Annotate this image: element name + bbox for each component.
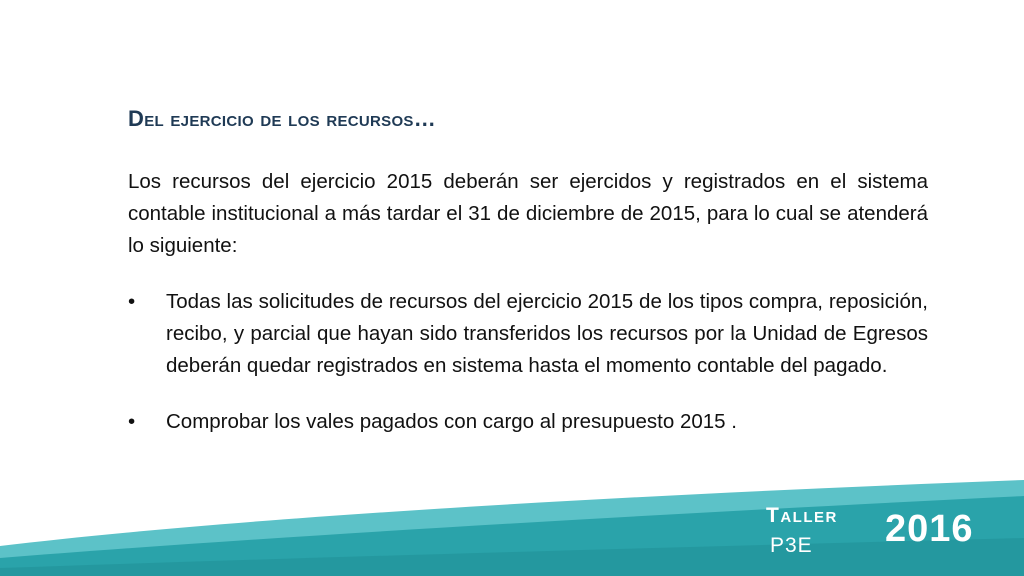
slide-body bbox=[128, 166, 928, 462]
brand-p3e: P3E bbox=[770, 534, 813, 557]
bullet-list bbox=[128, 286, 928, 438]
footer-band bbox=[0, 476, 1024, 576]
bullet-text: Todas las solicitudes de recursos del ejercicio 2015 de los tipos compra, reposición, recibo, y parcial que hayan sido transferidos los recursos por la Unidad de Egresos deberán quedar registrados en sistema hasta el momento contable del pagado. bbox=[166, 290, 928, 377]
bullet-text: Comprobar los vales pagados con cargo al presupuesto 2015 . bbox=[166, 410, 737, 433]
bullet-marker: • bbox=[128, 290, 136, 313]
bullet-marker: • bbox=[128, 410, 136, 433]
footer-wave-graphic bbox=[0, 476, 1024, 576]
intro-paragraph: Los recursos del ejercicio 2015 deberán ser ejercidos y registrados en el sistema contable institucional a más tardar el 31 de diciembre de 2015, para lo cual se atenderá lo siguiente: bbox=[128, 170, 928, 257]
bullet-item bbox=[128, 286, 928, 382]
bullet-item bbox=[128, 406, 928, 438]
brand-year: 2016 bbox=[885, 508, 974, 550]
brand-taller: Taller bbox=[766, 504, 838, 527]
slide-title: Del ejercicio de los recursos… bbox=[128, 106, 437, 131]
